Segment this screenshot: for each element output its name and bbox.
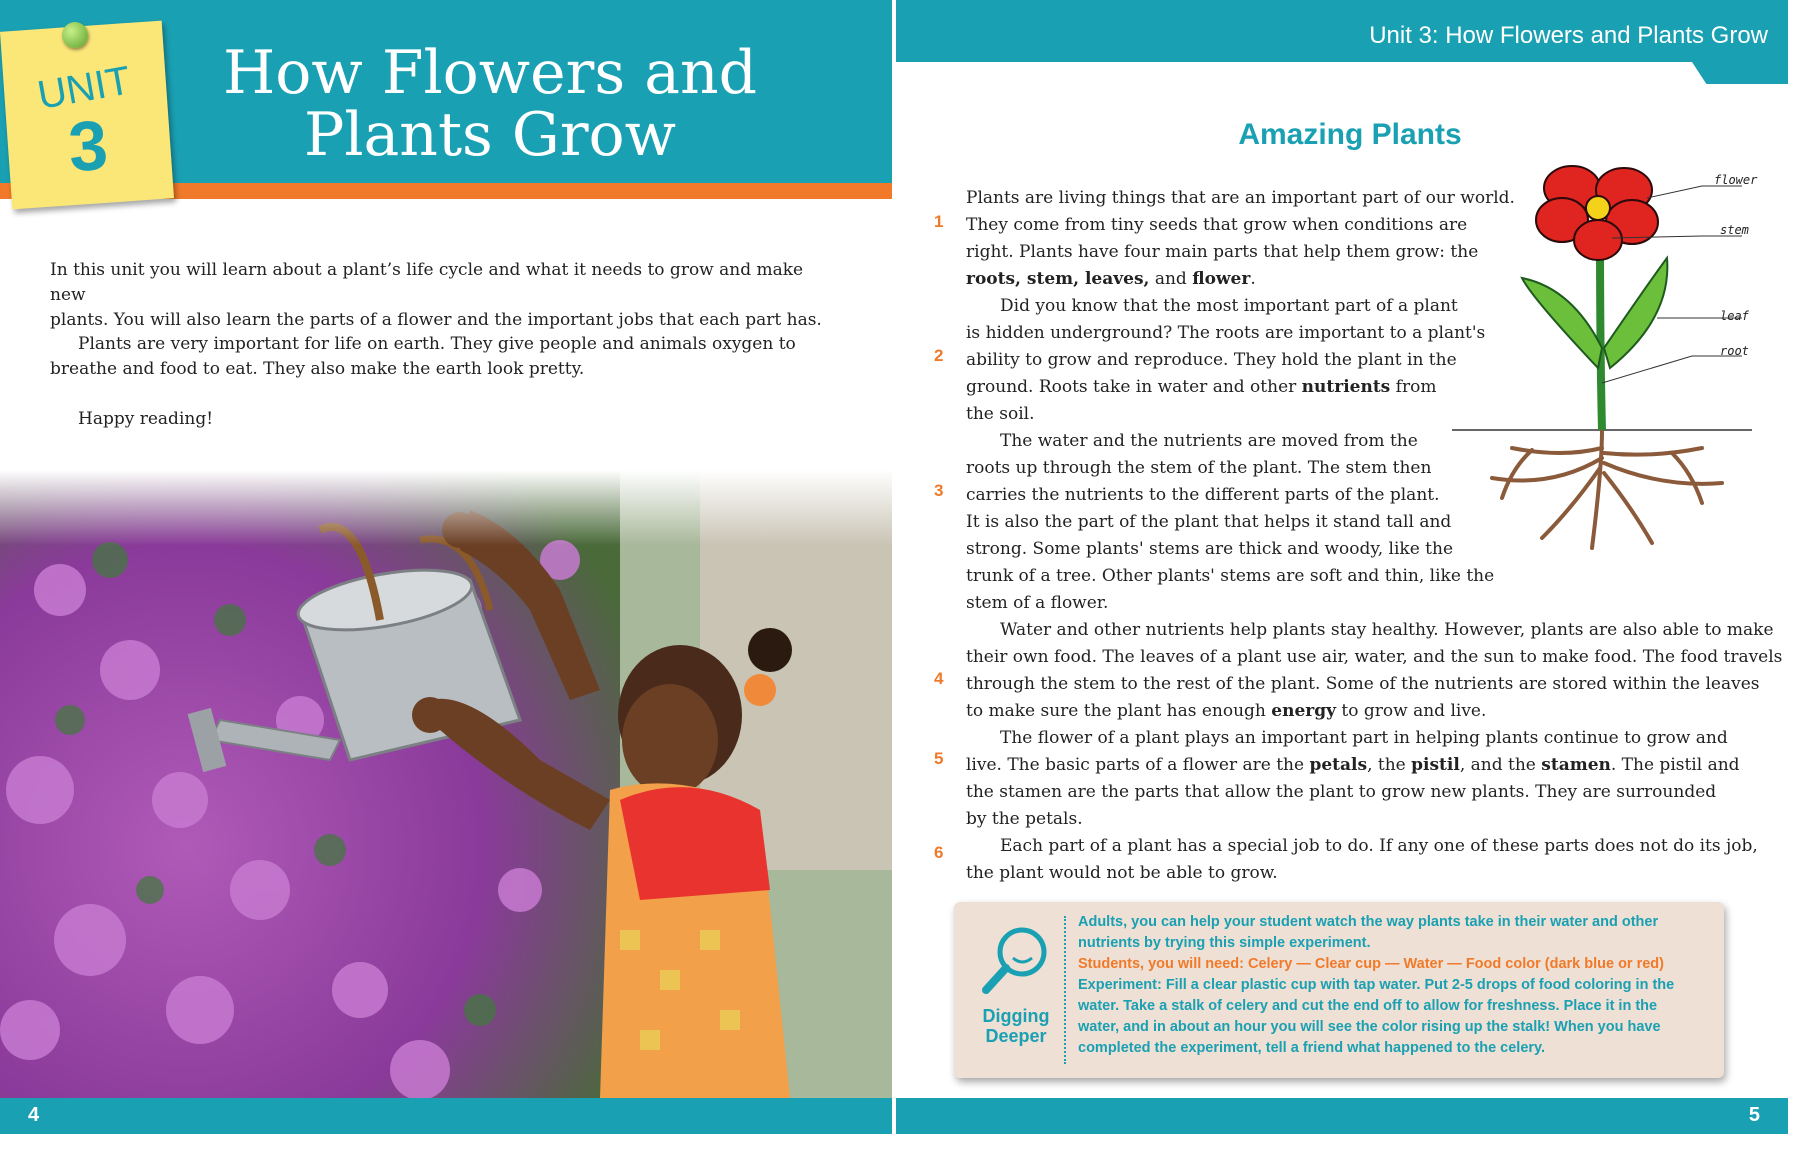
digging-deeper-line: nutrients by trying this simple experiment. — [1078, 935, 1371, 951]
bold-term: petals — [1309, 755, 1368, 775]
unit-title-line: Plants Grow — [303, 100, 677, 170]
paragraph-number: 3 — [934, 481, 944, 500]
body-line: the soil. — [966, 404, 1035, 424]
digging-deeper-line: Experiment: Fill a clear plastic cup with tap water. Put 2-5 drops of food coloring in the — [1078, 977, 1675, 993]
intro-line: Plants are very important for life on earth. They give people and animals oxygen to — [78, 334, 796, 354]
body-text: . — [1250, 269, 1256, 289]
unit-title — [190, 38, 790, 170]
girl-watering-flowers-photo — [0, 470, 892, 1098]
label-flower: flower — [1714, 173, 1758, 187]
body-line: Water and other nutrients help plants stay healthy. However, plants are also able to make — [1000, 620, 1774, 640]
body-text: ground. Roots take in water and other — [966, 377, 1302, 397]
roots-icon — [1492, 430, 1722, 548]
body-line: right. Plants have four main parts that help them grow: the — [966, 242, 1479, 262]
unit-number: 3 — [66, 105, 111, 187]
pushpin-icon — [62, 22, 88, 48]
body-line: roots up through the stem of the plant. The stem then — [966, 458, 1432, 478]
paragraph-number: 1 — [934, 212, 944, 231]
digging-deeper-box — [954, 902, 1724, 1078]
digging-deeper-line: water. Take a stalk of celery and cut the end off to allow for freshness. Place it in the — [1078, 998, 1658, 1014]
body-line: the stamen are the parts that allow the plant to grow new plants. They are surrounded — [966, 782, 1717, 802]
body-line: The water and the nutrients are moved from the — [1000, 431, 1418, 451]
body-line — [966, 753, 1740, 777]
digging-deeper-label-line: Digging — [982, 1006, 1050, 1026]
body-line: stem of a flower. — [966, 593, 1109, 613]
body-line: It is also the part of the plant that helps it stand tall and — [966, 512, 1452, 532]
body-line: their own food. The leaves of a plant use air, water, and the sun to make food. The food travels — [966, 647, 1783, 667]
page-number: 5 — [1748, 1104, 1760, 1126]
materials-line: Students, you will need: Celery — Clear cup — Water — Food color (dark blue or red) — [1078, 956, 1664, 972]
paragraph-number: 5 — [934, 749, 944, 768]
unit-title-line: How Flowers and — [222, 38, 758, 108]
body-text: live. The basic parts of a flower are the — [966, 755, 1310, 775]
digging-deeper-line: Adults, you can help your student watch the way plants take in their water and other — [1078, 914, 1659, 930]
digging-deeper-label — [968, 1006, 1064, 1046]
left-page — [0, 0, 892, 1162]
digging-deeper-line: water, and in about an hour you will see the color rising up the stalk! When you have — [1078, 1019, 1661, 1035]
body-line: ability to grow and reproduce. They hold the plant in the — [966, 350, 1457, 370]
bold-term: energy — [1271, 701, 1336, 721]
bold-term: flower — [1192, 269, 1251, 289]
digging-deeper-line: completed the experiment, tell a friend what happened to the celery. — [1078, 1040, 1546, 1056]
body-line: by the petals. — [966, 809, 1083, 829]
body-line: through the stem to the rest of the plant. Some of the nutrients are stored within the leaves — [966, 674, 1760, 694]
intro-paragraph — [50, 258, 830, 333]
body-text: to make sure the plant has enough — [966, 701, 1272, 721]
body-text: , the — [1367, 755, 1412, 775]
header-tab — [1692, 62, 1788, 84]
section-title: Amazing Plants — [1238, 118, 1462, 151]
body-text: , and the — [1459, 755, 1542, 775]
dotted-divider — [1064, 916, 1066, 1064]
body-text: to grow and live. — [1336, 701, 1487, 721]
intro-line: plants. You will also learn the parts of a flower and the important jobs that each part has. — [50, 310, 822, 330]
label-root: root — [1720, 344, 1749, 358]
unit-label: UNIT — [34, 58, 134, 118]
bold-term: stamen — [1541, 755, 1611, 775]
body-text: and — [1149, 269, 1193, 289]
body-line: Plants are living things that are an important part of our world. — [966, 188, 1515, 208]
intro-paragraph — [50, 332, 830, 382]
paragraph-number: 4 — [934, 669, 944, 688]
bold-term: pistil — [1411, 755, 1460, 775]
body-text: from — [1390, 377, 1437, 397]
body-line: The flower of a plant plays an important part in helping plants continue to grow and — [1000, 728, 1728, 748]
body-line: is hidden underground? The roots are important to a plant's — [966, 323, 1486, 343]
bold-term: roots, stem, leaves, — [966, 269, 1150, 289]
body-line — [966, 267, 1256, 291]
body-line: trunk of a tree. Other plants' stems are soft and thin, like the — [966, 566, 1495, 586]
right-footer-bar — [896, 1098, 1788, 1134]
intro-line: Happy reading! — [78, 409, 214, 429]
label-leaf: leaf — [1720, 309, 1749, 323]
body-line: Each part of a plant has a special job to do. If any one of these parts does not do its job, — [1000, 836, 1758, 856]
body-text: . The pistil and — [1610, 755, 1740, 775]
paragraph-number: 2 — [934, 346, 944, 365]
page-number: 4 — [28, 1104, 40, 1126]
digging-deeper-label-line: Deeper — [985, 1026, 1047, 1046]
intro-line: breathe and food to eat. They also make the earth look pretty. — [50, 359, 585, 379]
plant-parts-diagram — [1452, 168, 1758, 568]
label-stem: stem — [1720, 223, 1749, 237]
body-line: the plant would not be able to grow. — [966, 863, 1278, 883]
intro-paragraph — [50, 407, 830, 432]
body-line: They come from tiny seeds that grow when conditions are — [966, 215, 1468, 235]
body-line: Did you know that the most important part of a plant — [1000, 296, 1458, 316]
body-line: carries the nutrients to the different parts of the plant. — [966, 485, 1440, 505]
left-footer-bar — [0, 1098, 892, 1134]
body-line — [966, 375, 1436, 399]
body-line: strong. Some plants' stems are thick and woody, like the — [966, 539, 1453, 559]
magnifying-glass-icon — [976, 920, 1056, 1000]
leaf-icon — [1604, 258, 1667, 368]
flower-icon — [1536, 166, 1658, 260]
bold-term: nutrients — [1301, 377, 1391, 397]
paragraph-number: 6 — [934, 843, 944, 862]
leaf-icon — [1522, 278, 1602, 368]
unit-sticky-note — [0, 21, 174, 210]
right-page — [896, 0, 1788, 1162]
intro-line: In this unit you will learn about a plant’s life cycle and what it needs to grow and make new — [50, 260, 804, 305]
running-header: Unit 3: How Flowers and Plants Grow — [1369, 22, 1768, 49]
body-line — [966, 699, 1486, 723]
